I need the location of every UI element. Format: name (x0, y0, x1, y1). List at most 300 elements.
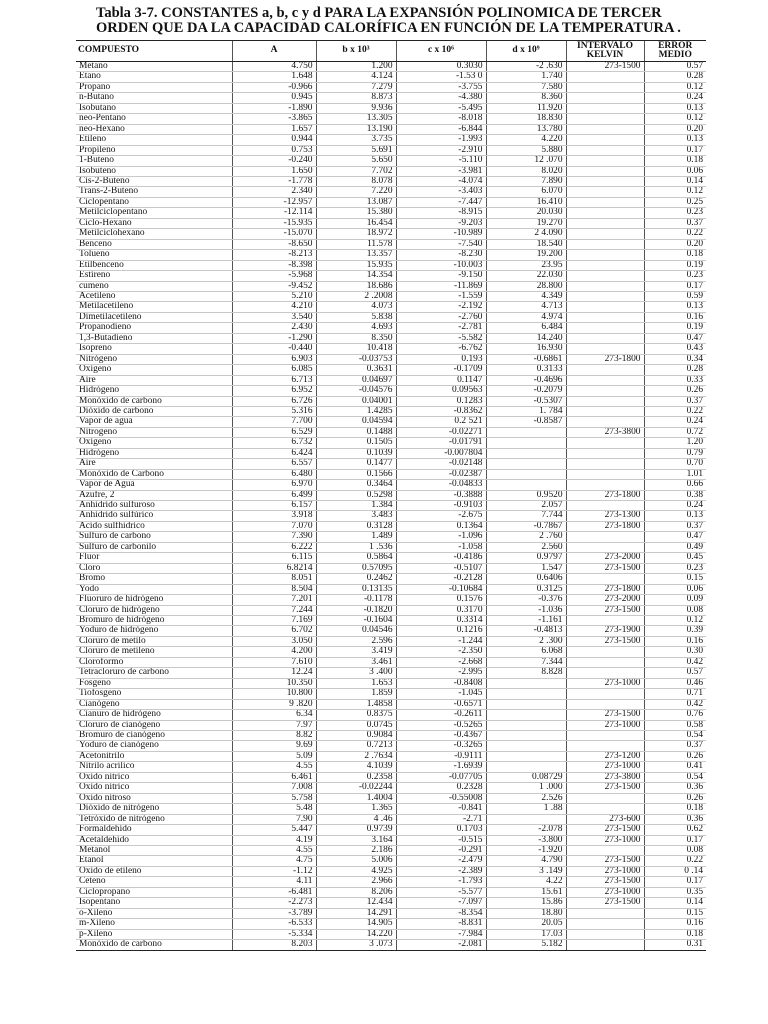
cell-a: 5.447 (232, 825, 316, 835)
cell-intervalo (566, 135, 644, 145)
cell-c: 0.1364 (396, 521, 486, 531)
table-row (76, 438, 706, 448)
cell-intervalo (566, 197, 644, 207)
cell-a: -5.968 (232, 271, 316, 281)
cell-b: 5.838 (316, 312, 396, 322)
cell-b: -0.04576 (316, 386, 396, 396)
cell-b: 13.357 (316, 250, 396, 260)
cell-c: -3.755 (396, 82, 486, 92)
cell-b: 1.4858 (316, 699, 396, 709)
cell-c: -2.910 (396, 145, 486, 155)
cell-d: -1.920 (486, 845, 566, 855)
cell-a: 4.55 (232, 762, 316, 772)
cell-c: -0.5107 (396, 563, 486, 573)
cell-b: 13.305 (316, 114, 396, 124)
table-row (76, 135, 706, 145)
cell-intervalo (566, 940, 644, 950)
cell-compuesto: neo-Hexano (76, 124, 232, 134)
cell-a: 3.918 (232, 511, 316, 521)
table-row (76, 354, 706, 364)
cell-intervalo (566, 668, 644, 678)
table-row (76, 542, 706, 552)
cell-d: -0.4696 (486, 375, 566, 385)
cell-intervalo: 273-1500 (566, 605, 644, 615)
cell-intervalo: 273-3800 (566, 772, 644, 782)
cell-error: 0.30 (644, 647, 706, 657)
table-row (76, 856, 706, 866)
cell-error: 0.12 (644, 616, 706, 626)
col-header-intervalo: INTERVALO KELVIN (566, 41, 644, 62)
cell-intervalo (566, 114, 644, 124)
table-row (76, 553, 706, 563)
cell-d: 5.880 (486, 145, 566, 155)
cell-c: 0.09563 (396, 386, 486, 396)
table-row (76, 312, 706, 322)
cell-b: 1 .536 (316, 542, 396, 552)
cell-a: 7.700 (232, 417, 316, 427)
cell-d: -0.6861 (486, 354, 566, 364)
cell-d (486, 427, 566, 437)
cell-compuesto: Dióxido de carbono (76, 406, 232, 416)
cell-c: -8.354 (396, 908, 486, 918)
cell-c: -1.045 (396, 689, 486, 699)
table-row (76, 908, 706, 918)
cell-intervalo: 273-1000 (566, 866, 644, 876)
cell-error: 0.12 (644, 114, 706, 124)
cell-compuesto: Acetonitrilo (76, 751, 232, 761)
cell-b: 4.1039 (316, 762, 396, 772)
cell-compuesto: Bromuro de cianógeno (76, 731, 232, 741)
table-row (76, 469, 706, 479)
cell-d: 7.744 (486, 511, 566, 521)
cell-intervalo (566, 469, 644, 479)
cell-intervalo (566, 793, 644, 803)
cell-a: 5.210 (232, 291, 316, 301)
cell-b: 2 .7634 (316, 751, 396, 761)
cell-error: 0.13 (644, 511, 706, 521)
cell-d: -0.7867 (486, 521, 566, 531)
cell-d: 6.068 (486, 647, 566, 657)
cell-c: -0.291 (396, 845, 486, 855)
cell-error: 0.54 (644, 772, 706, 782)
cell-d (486, 459, 566, 469)
cell-d (486, 710, 566, 720)
table-row (76, 751, 706, 761)
cell-a: -0.440 (232, 344, 316, 354)
cell-b: -0.1820 (316, 605, 396, 615)
cell-compuesto: Benceno (76, 239, 232, 249)
cell-a: 1.657 (232, 124, 316, 134)
table-title (96, 6, 736, 36)
cell-b: 15.935 (316, 260, 396, 270)
table-row (76, 427, 706, 437)
cell-error: 0.57 (644, 62, 706, 72)
cell-c: -2.389 (396, 866, 486, 876)
table-row (76, 772, 706, 782)
cell-compuesto: Dióxido de nitrógeno (76, 804, 232, 814)
cell-b: -0.03753 (316, 354, 396, 364)
cell-a: 5.09 (232, 751, 316, 761)
table-row (76, 396, 706, 406)
cell-compuesto: Cis-2-Buteno (76, 176, 232, 186)
cell-c: -0.55008 (396, 793, 486, 803)
cell-compuesto: Yoduro de hidrógeno (76, 626, 232, 636)
table-row (76, 218, 706, 228)
cell-c: -0.6571 (396, 699, 486, 709)
cell-a: 0.944 (232, 135, 316, 145)
cell-error: 0.13 (644, 135, 706, 145)
table-row (76, 647, 706, 657)
cell-d (486, 438, 566, 448)
cell-b: -0.1604 (316, 616, 396, 626)
cell-compuesto: Oxido nitrico (76, 783, 232, 793)
cell-c: 0.3030 (396, 62, 486, 72)
cell-c: -9.203 (396, 218, 486, 228)
cell-error: 0.71 (644, 689, 706, 699)
cell-c: -1.793 (396, 877, 486, 887)
cell-compuesto: Formaldehído (76, 825, 232, 835)
cell-c: -8.915 (396, 208, 486, 218)
cell-error: 0.08 (644, 605, 706, 615)
cell-d: -0.5307 (486, 396, 566, 406)
cell-error: 0.47 (644, 532, 706, 542)
cell-compuesto: Azufre, 2 (76, 490, 232, 500)
cell-error: 0.57 (644, 668, 706, 678)
cell-d: 4.790 (486, 856, 566, 866)
cell-error: 0.16 (644, 636, 706, 646)
cell-error: 0.09 (644, 595, 706, 605)
cell-error: 0.24 (644, 93, 706, 103)
cell-compuesto: Fosgeno (76, 678, 232, 688)
cell-a: -1.890 (232, 103, 316, 113)
cell-a: 6.557 (232, 459, 316, 469)
cell-intervalo (566, 323, 644, 333)
cell-error: 0.42 (644, 699, 706, 709)
cell-a: 6.424 (232, 448, 316, 458)
cell-c: -6.762 (396, 344, 486, 354)
cell-b: 8.350 (316, 333, 396, 343)
cell-a: -6.481 (232, 887, 316, 897)
cell-d: 19.200 (486, 250, 566, 260)
cell-a: 6.529 (232, 427, 316, 437)
cell-c: -0.07705 (396, 772, 486, 782)
cell-a: -5.334 (232, 929, 316, 939)
cell-d: -2.078 (486, 825, 566, 835)
cell-compuesto: Monóxido de carbono (76, 396, 232, 406)
cell-compuesto: Etileno (76, 135, 232, 145)
cell-b: 8.206 (316, 887, 396, 897)
table-row (76, 490, 706, 500)
cell-compuesto: o-Xileno (76, 908, 232, 918)
cell-intervalo (566, 908, 644, 918)
cell-c: -0.5265 (396, 720, 486, 730)
cell-c: -0.04833 (396, 480, 486, 490)
cell-a: 4.200 (232, 647, 316, 657)
cell-c: -2.995 (396, 668, 486, 678)
cell-d: 0.9520 (486, 490, 566, 500)
cell-c: -0.9103 (396, 501, 486, 511)
cell-c: -8.831 (396, 919, 486, 929)
cell-intervalo (566, 103, 644, 113)
cell-compuesto: Metano (76, 62, 232, 72)
cell-b: 12.434 (316, 898, 396, 908)
cell-intervalo (566, 260, 644, 270)
cell-d: 16.410 (486, 197, 566, 207)
cell-d: 0.9797 (486, 553, 566, 563)
cell-intervalo (566, 699, 644, 709)
cell-compuesto: 1,3-Butadieno (76, 333, 232, 343)
cell-a: -3.865 (232, 114, 316, 124)
cell-c: -1.058 (396, 542, 486, 552)
cell-a: 12.24 (232, 668, 316, 678)
cell-error: 0.28 (644, 72, 706, 82)
cell-a: 6.34 (232, 710, 316, 720)
cell-a: 7.90 (232, 814, 316, 824)
cell-c: -0.8408 (396, 678, 486, 688)
cell-compuesto: Tetróxido de nitrógeno (76, 814, 232, 824)
table-row (76, 835, 706, 845)
cell-d (486, 751, 566, 761)
cell-compuesto: Isopentano (76, 898, 232, 908)
cell-error: 0.14 (644, 176, 706, 186)
cell-intervalo (566, 919, 644, 929)
cell-d: -3.800 (486, 835, 566, 845)
cell-a: 7.97 (232, 720, 316, 730)
cell-c: -5.495 (396, 103, 486, 113)
cell-d: -0.8587 (486, 417, 566, 427)
cell-error: 0.47 (644, 333, 706, 343)
cell-a: 3.540 (232, 312, 316, 322)
cell-b: 4.693 (316, 323, 396, 333)
cell-d: 2 .760 (486, 532, 566, 542)
cell-intervalo: 273-1900 (566, 626, 644, 636)
cell-intervalo: 273-1800 (566, 354, 644, 364)
table-row (76, 93, 706, 103)
cell-c: -1.559 (396, 291, 486, 301)
cell-compuesto: Tolueno (76, 250, 232, 260)
cell-b: 3.461 (316, 657, 396, 667)
cell-a: -6.533 (232, 919, 316, 929)
cell-a: 4.11 (232, 877, 316, 887)
cell-intervalo: 273-1000 (566, 762, 644, 772)
cell-c: -5.110 (396, 156, 486, 166)
cell-b: 4.124 (316, 72, 396, 82)
cell-b: 4.925 (316, 866, 396, 876)
cell-a: 4.55 (232, 845, 316, 855)
cell-error: 0.12 (644, 187, 706, 197)
table-row (76, 940, 706, 950)
cell-intervalo: 273-2000 (566, 553, 644, 563)
cell-c: -5.582 (396, 333, 486, 343)
cell-compuesto: Estireno (76, 271, 232, 281)
cell-d: 8.020 (486, 166, 566, 176)
cell-d: 8.828 (486, 668, 566, 678)
cell-a: -0.966 (232, 82, 316, 92)
cell-intervalo: 273-1000 (566, 887, 644, 897)
cell-b: 14.354 (316, 271, 396, 281)
table-row (76, 563, 706, 573)
cell-intervalo (566, 239, 644, 249)
cell-error: 0 .14 (644, 866, 706, 876)
table-row (76, 574, 706, 584)
cell-error: 0.08 (644, 845, 706, 855)
cell-intervalo (566, 166, 644, 176)
cell-b: 2.596 (316, 636, 396, 646)
cell-c: -2.192 (396, 302, 486, 312)
cell-compuesto: Dimetilacetileno (76, 312, 232, 322)
cell-a: -15.070 (232, 229, 316, 239)
cell-d: 4.713 (486, 302, 566, 312)
table-row (76, 762, 706, 772)
cell-c: -0.02387 (396, 469, 486, 479)
cell-error: 0.54 (644, 731, 706, 741)
cell-c: -7.097 (396, 898, 486, 908)
cell-b: 3.483 (316, 511, 396, 521)
table-row (76, 124, 706, 134)
cell-c: -0.515 (396, 835, 486, 845)
cell-b: 0.1566 (316, 469, 396, 479)
cell-d: 0.3133 (486, 365, 566, 375)
cell-compuesto: Cianuro de hidrógeno (76, 710, 232, 720)
cell-error: 0.35 (644, 887, 706, 897)
cell-a: 2.430 (232, 323, 316, 333)
table-row (76, 114, 706, 124)
cell-intervalo (566, 156, 644, 166)
cell-intervalo (566, 396, 644, 406)
cell-d: 15.61 (486, 887, 566, 897)
cell-b: 5.691 (316, 145, 396, 155)
cell-a: -8.650 (232, 239, 316, 249)
cell-intervalo (566, 532, 644, 542)
cell-a: 10.800 (232, 689, 316, 699)
title-line-1: Tabla 3-7. CONSTANTES a, b, c y d PARA LA EXPANSIÓN POLINOMICA DE TERCER (96, 5, 662, 21)
cell-a: -9.452 (232, 281, 316, 291)
cell-compuesto: Cianógeno (76, 699, 232, 709)
cell-b: 0.0745 (316, 720, 396, 730)
cell-error: 0.15 (644, 908, 706, 918)
cell-intervalo: 273-1000 (566, 835, 644, 845)
cell-intervalo (566, 281, 644, 291)
cell-a: -15.935 (232, 218, 316, 228)
cell-c: -2.675 (396, 511, 486, 521)
cell-intervalo (566, 731, 644, 741)
cell-c: 0.193 (396, 354, 486, 364)
table-row (76, 459, 706, 469)
cell-c: -2.350 (396, 647, 486, 657)
cell-intervalo (566, 689, 644, 699)
cell-error: 0.36 (644, 814, 706, 824)
cell-b: 0.3128 (316, 521, 396, 531)
cell-error: 0.23 (644, 208, 706, 218)
cell-a: 6.222 (232, 542, 316, 552)
cell-d: -0.2079 (486, 386, 566, 396)
cell-c: -3.981 (396, 166, 486, 176)
cell-intervalo: 273-1000 (566, 678, 644, 688)
cell-intervalo: 273-1500 (566, 856, 644, 866)
cell-compuesto: Aire (76, 375, 232, 385)
cell-b: -0.1178 (316, 595, 396, 605)
cell-error: 1.20 (644, 438, 706, 448)
cell-c: -9.150 (396, 271, 486, 281)
cell-compuesto: Vapor de Agua (76, 480, 232, 490)
cell-intervalo (566, 417, 644, 427)
col-header-b: b x 10³ (316, 41, 396, 62)
cell-b: 0.8375 (316, 710, 396, 720)
table-row (76, 501, 706, 511)
cell-a: -2.273 (232, 898, 316, 908)
cell-compuesto: Monóxido de Carbono (76, 469, 232, 479)
cell-c: -0.4367 (396, 731, 486, 741)
cell-a: 6.713 (232, 375, 316, 385)
cell-d: 7.580 (486, 82, 566, 92)
cell-d: 4.974 (486, 312, 566, 322)
cell-a: 8.82 (232, 731, 316, 741)
cell-compuesto: Tetracloruro de carbono (76, 668, 232, 678)
cell-c: -1.993 (396, 135, 486, 145)
table-row (76, 291, 706, 301)
cell-error: 0.18 (644, 804, 706, 814)
cell-intervalo: 273-1500 (566, 877, 644, 887)
cell-a: -1.12 (232, 866, 316, 876)
cell-b: 2.966 (316, 877, 396, 887)
table-row (76, 731, 706, 741)
cell-c: -0.10684 (396, 584, 486, 594)
cell-a: -12.957 (232, 197, 316, 207)
cell-c: 0.3314 (396, 616, 486, 626)
cell-d (486, 678, 566, 688)
cell-d (486, 448, 566, 458)
table-row (76, 783, 706, 793)
cell-b: 14.220 (316, 929, 396, 939)
cell-error: 0.37 (644, 741, 706, 751)
cell-a: 10.350 (232, 678, 316, 688)
cell-a: 3.050 (232, 636, 316, 646)
cell-compuesto: Isopreno (76, 344, 232, 354)
table-row (76, 406, 706, 416)
cell-intervalo (566, 72, 644, 82)
cell-b: 9.936 (316, 103, 396, 113)
cell-a: 6.732 (232, 438, 316, 448)
table-row (76, 741, 706, 751)
cell-error: 0.19 (644, 323, 706, 333)
cell-d: 19.270 (486, 218, 566, 228)
cell-a: -0.240 (232, 156, 316, 166)
table-row (76, 657, 706, 667)
cell-c: -0.007804 (396, 448, 486, 458)
cell-intervalo (566, 229, 644, 239)
cell-compuesto: Metanol (76, 845, 232, 855)
cell-error: 0.22 (644, 229, 706, 239)
cell-intervalo (566, 616, 644, 626)
cell-compuesto: Acetileno (76, 291, 232, 301)
cell-compuesto: Ciclo-Hexano (76, 218, 232, 228)
table-row (76, 595, 706, 605)
cell-a: 9.69 (232, 741, 316, 751)
cell-compuesto: Propano (76, 82, 232, 92)
cell-b: 0.1505 (316, 438, 396, 448)
cell-a: -8.213 (232, 250, 316, 260)
table-row (76, 605, 706, 615)
cell-compuesto: Anhidrido sulfuroso (76, 501, 232, 511)
cell-error: 0.79 (644, 448, 706, 458)
cell-error: 0.14 (644, 898, 706, 908)
cell-d: 0.6406 (486, 574, 566, 584)
cell-a: -8.398 (232, 260, 316, 270)
cell-d: 0.3125 (486, 584, 566, 594)
cell-error: 0.15 (644, 574, 706, 584)
cell-d: 15.86 (486, 898, 566, 908)
cell-error: 0.31 (644, 940, 706, 950)
